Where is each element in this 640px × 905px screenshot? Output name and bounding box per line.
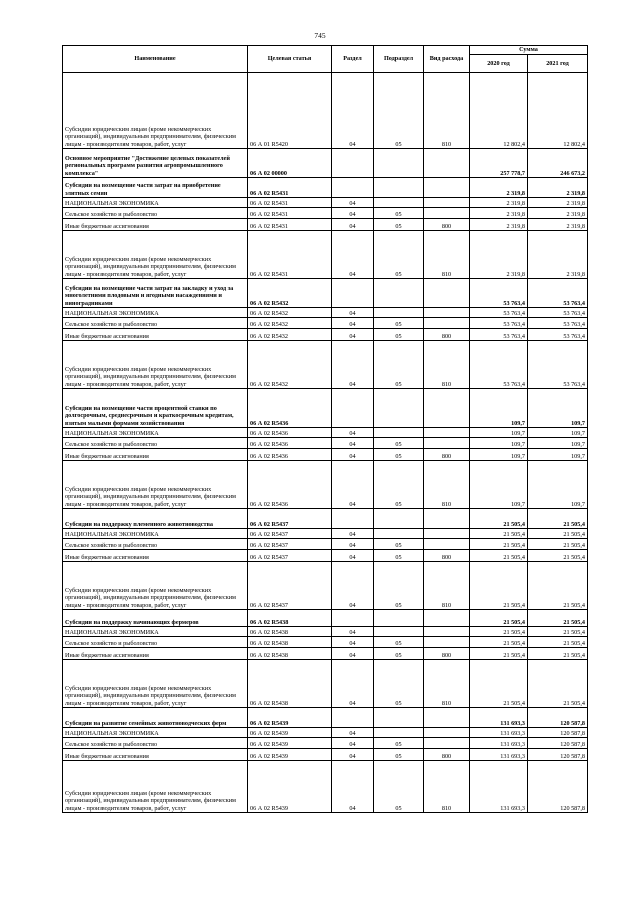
budget-table (62, 45, 588, 813)
row-subsection-cell: 05 (374, 219, 424, 231)
row-target-cell: 06 А 02 R5431 (248, 178, 332, 198)
table-row (63, 749, 588, 761)
table-header (63, 46, 588, 73)
row-value-2020-cell: 21 505,4 (470, 637, 528, 648)
row-name-cell: Иные бюджетные ассигнования (63, 749, 248, 761)
row-subsection-cell (374, 728, 424, 738)
table-row (63, 539, 588, 550)
row-value-2021-cell: 120 587,8 (528, 728, 588, 738)
table-row (63, 219, 588, 231)
row-expense-cell (424, 198, 470, 208)
row-section-cell: 04 (332, 539, 374, 550)
row-expense-cell: 810 (424, 231, 470, 279)
row-value-2021-cell: 21 505,4 (528, 550, 588, 562)
row-expense-cell: 800 (424, 449, 470, 461)
row-value-2021-cell: 246 673,2 (528, 149, 588, 178)
row-value-2020-cell: 12 802,4 (470, 73, 528, 149)
row-section-cell (332, 509, 374, 529)
row-section-cell: 04 (332, 660, 374, 708)
row-name-cell: Субсидии юридическим лицам (кроме некоммерческих организаций), индивидуальным предпринимателям, физическим лицам - производителям товаров, работ, услуг (63, 341, 248, 389)
row-name-cell: Иные бюджетные ассигнования (63, 550, 248, 562)
row-value-2020-cell: 2 319,8 (470, 231, 528, 279)
row-section-cell: 04 (332, 637, 374, 648)
row-target-cell: 06 А 02 R5436 (248, 461, 332, 509)
row-expense-cell: 800 (424, 329, 470, 341)
table-row (63, 509, 588, 529)
row-subsection-cell (374, 178, 424, 198)
row-target-cell: 06 А 01 R5420 (248, 73, 332, 149)
row-value-2021-cell: 120 587,8 (528, 761, 588, 813)
row-target-cell: 06 А 02 R5437 (248, 509, 332, 529)
row-name-cell: Сельское хозяйство и рыболовство (63, 738, 248, 749)
table-row (63, 449, 588, 461)
row-subsection-cell (374, 708, 424, 728)
row-value-2020-cell: 131 693,3 (470, 728, 528, 738)
row-section-cell: 04 (332, 449, 374, 461)
row-target-cell: 06 А 02 R5438 (248, 648, 332, 660)
table-row (63, 318, 588, 329)
row-section-cell: 04 (332, 318, 374, 329)
table-row (63, 178, 588, 198)
header-sum: Сумма (470, 46, 588, 55)
row-expense-cell (424, 389, 470, 428)
row-value-2021-cell: 21 505,4 (528, 637, 588, 648)
row-name-cell: Субсидии юридическим лицам (кроме некоммерческих организаций), индивидуальным предпринимателям, физическим лицам - производителям товаров, работ, услуг (63, 73, 248, 149)
row-name-cell: Субсидии юридическим лицам (кроме некоммерческих организаций), индивидуальным предпринимателям, физическим лицам - производителям товаров, работ, услуг (63, 660, 248, 708)
table-row (63, 550, 588, 562)
row-value-2021-cell: 120 587,8 (528, 749, 588, 761)
row-subsection-cell (374, 308, 424, 318)
row-target-cell: 06 А 02 R5439 (248, 738, 332, 749)
row-subsection-cell: 05 (374, 660, 424, 708)
row-target-cell: 06 А 02 R5438 (248, 637, 332, 648)
table-row (63, 208, 588, 219)
row-value-2021-cell: 21 505,4 (528, 648, 588, 660)
row-subsection-cell: 05 (374, 73, 424, 149)
row-name-cell: Субсидии на возмещение части затрат на приобретение элитных семян (63, 178, 248, 198)
row-value-2020-cell: 2 319,8 (470, 208, 528, 219)
row-value-2020-cell: 2 319,8 (470, 178, 528, 198)
row-value-2021-cell: 2 319,8 (528, 231, 588, 279)
row-expense-cell (424, 428, 470, 438)
header-section: Раздел (332, 46, 374, 73)
row-section-cell (332, 149, 374, 178)
row-expense-cell (424, 149, 470, 178)
row-expense-cell (424, 308, 470, 318)
row-subsection-cell: 05 (374, 231, 424, 279)
row-subsection-cell: 05 (374, 329, 424, 341)
table-row (63, 438, 588, 449)
row-subsection-cell: 05 (374, 539, 424, 550)
row-section-cell: 04 (332, 461, 374, 509)
row-subsection-cell: 05 (374, 318, 424, 329)
header-expense-type: Вид расхода (424, 46, 470, 73)
table-row (63, 308, 588, 318)
row-value-2021-cell: 109,7 (528, 449, 588, 461)
row-target-cell: 06 А 02 R5439 (248, 728, 332, 738)
row-target-cell: 06 А 02 R5436 (248, 438, 332, 449)
table-row (63, 149, 588, 178)
row-target-cell: 06 А 02 R5436 (248, 449, 332, 461)
table-row (63, 73, 588, 149)
row-name-cell: Сельское хозяйство и рыболовство (63, 318, 248, 329)
row-name-cell: НАЦИОНАЛЬНАЯ ЭКОНОМИКА (63, 627, 248, 637)
row-subsection-cell (374, 198, 424, 208)
table-row (63, 428, 588, 438)
row-expense-cell (424, 738, 470, 749)
row-expense-cell: 810 (424, 73, 470, 149)
row-value-2021-cell: 21 505,4 (528, 610, 588, 627)
row-expense-cell: 810 (424, 341, 470, 389)
row-name-cell: НАЦИОНАЛЬНАЯ ЭКОНОМИКА (63, 428, 248, 438)
row-section-cell: 04 (332, 73, 374, 149)
row-value-2021-cell: 2 319,8 (528, 208, 588, 219)
row-subsection-cell: 05 (374, 208, 424, 219)
row-subsection-cell: 05 (374, 749, 424, 761)
table-row (63, 389, 588, 428)
row-value-2021-cell: 109,7 (528, 461, 588, 509)
row-target-cell: 06 А 02 R5437 (248, 529, 332, 539)
row-subsection-cell: 05 (374, 761, 424, 813)
row-target-cell: 06 А 02 R5432 (248, 308, 332, 318)
row-value-2020-cell: 53 763,4 (470, 329, 528, 341)
row-section-cell: 04 (332, 428, 374, 438)
row-value-2020-cell: 21 505,4 (470, 660, 528, 708)
row-subsection-cell: 05 (374, 550, 424, 562)
row-value-2020-cell: 21 505,4 (470, 550, 528, 562)
row-name-cell: НАЦИОНАЛЬНАЯ ЭКОНОМИКА (63, 198, 248, 208)
row-expense-cell: 810 (424, 461, 470, 509)
row-value-2020-cell: 109,7 (470, 438, 528, 449)
row-section-cell: 04 (332, 208, 374, 219)
row-section-cell: 04 (332, 728, 374, 738)
row-value-2020-cell: 21 505,4 (470, 648, 528, 660)
row-value-2020-cell: 21 505,4 (470, 539, 528, 550)
row-value-2021-cell: 53 763,4 (528, 341, 588, 389)
row-expense-cell (424, 279, 470, 308)
row-name-cell: Иные бюджетные ассигнования (63, 329, 248, 341)
row-name-cell: Сельское хозяйство и рыболовство (63, 438, 248, 449)
row-value-2020-cell: 2 319,8 (470, 219, 528, 231)
row-section-cell: 04 (332, 198, 374, 208)
row-value-2021-cell: 53 763,4 (528, 329, 588, 341)
row-section-cell (332, 178, 374, 198)
table-row (63, 761, 588, 813)
table-row (63, 341, 588, 389)
row-expense-cell: 810 (424, 562, 470, 610)
row-value-2020-cell: 131 693,3 (470, 749, 528, 761)
row-value-2020-cell: 109,7 (470, 449, 528, 461)
row-value-2020-cell: 109,7 (470, 389, 528, 428)
row-section-cell: 04 (332, 761, 374, 813)
row-expense-cell: 800 (424, 550, 470, 562)
row-name-cell: Сельское хозяйство и рыболовство (63, 208, 248, 219)
row-value-2021-cell: 21 505,4 (528, 509, 588, 529)
row-subsection-cell: 05 (374, 738, 424, 749)
row-target-cell: 06 А 02 R5432 (248, 329, 332, 341)
row-subsection-cell (374, 529, 424, 539)
row-value-2021-cell: 21 505,4 (528, 660, 588, 708)
row-value-2021-cell: 109,7 (528, 428, 588, 438)
row-value-2021-cell: 2 319,8 (528, 219, 588, 231)
row-target-cell: 06 А 02 R5431 (248, 208, 332, 219)
row-subsection-cell (374, 509, 424, 529)
row-name-cell: Субсидии на поддержку племенного животноводства (63, 509, 248, 529)
row-expense-cell (424, 318, 470, 329)
row-target-cell: 06 А 02 R5439 (248, 761, 332, 813)
row-target-cell: 06 А 02 R5436 (248, 389, 332, 428)
row-section-cell: 04 (332, 648, 374, 660)
row-section-cell: 04 (332, 231, 374, 279)
row-section-cell: 04 (332, 308, 374, 318)
row-name-cell: Субсидии юридическим лицам (кроме некоммерческих организаций), индивидуальным предпринимателям, физическим лицам - производителям товаров, работ, услуг (63, 461, 248, 509)
row-target-cell: 06 А 02 R5432 (248, 341, 332, 389)
row-name-cell: Субсидии юридическим лицам (кроме некоммерческих организаций), индивидуальным предпринимателям, физическим лицам - производителям товаров, работ, услуг (63, 761, 248, 813)
row-subsection-cell (374, 149, 424, 178)
header-subsection: Подраздел (374, 46, 424, 73)
row-subsection-cell: 05 (374, 438, 424, 449)
row-value-2021-cell: 109,7 (528, 438, 588, 449)
row-name-cell: Субсидии на возмещение части процентной ставки по долгосрочным, среднесрочным и краткосрочным кредитам, взятым малыми формами хозяйствования (63, 389, 248, 428)
row-value-2020-cell: 21 505,4 (470, 627, 528, 637)
row-expense-cell (424, 637, 470, 648)
row-subsection-cell: 05 (374, 562, 424, 610)
row-section-cell: 04 (332, 329, 374, 341)
row-subsection-cell: 05 (374, 637, 424, 648)
row-value-2020-cell: 53 763,4 (470, 279, 528, 308)
row-subsection-cell (374, 279, 424, 308)
table-row (63, 461, 588, 509)
row-expense-cell (424, 627, 470, 637)
row-subsection-cell: 05 (374, 341, 424, 389)
row-target-cell: 06 А 02 R5436 (248, 428, 332, 438)
row-value-2021-cell: 21 505,4 (528, 539, 588, 550)
row-target-cell: 06 А 02 R5437 (248, 539, 332, 550)
row-name-cell: Сельское хозяйство и рыболовство (63, 539, 248, 550)
row-expense-cell (424, 539, 470, 550)
row-name-cell: Субсидии юридическим лицам (кроме некоммерческих организаций), индивидуальным предпринимателям, физическим лицам - производителям товаров, работ, услуг (63, 231, 248, 279)
row-value-2020-cell: 109,7 (470, 461, 528, 509)
row-value-2020-cell: 21 505,4 (470, 529, 528, 539)
row-value-2021-cell: 109,7 (528, 389, 588, 428)
row-target-cell: 06 А 02 R5431 (248, 231, 332, 279)
row-section-cell: 04 (332, 749, 374, 761)
row-value-2020-cell: 131 693,3 (470, 761, 528, 813)
row-target-cell: 06 А 02 R5438 (248, 627, 332, 637)
row-value-2020-cell: 109,7 (470, 428, 528, 438)
row-subsection-cell (374, 610, 424, 627)
row-expense-cell (424, 708, 470, 728)
row-subsection-cell: 05 (374, 648, 424, 660)
row-subsection-cell (374, 428, 424, 438)
row-expense-cell (424, 438, 470, 449)
row-value-2020-cell: 21 505,4 (470, 610, 528, 627)
row-value-2021-cell: 21 505,4 (528, 529, 588, 539)
header-year-2020: 2020 год (470, 55, 528, 73)
row-expense-cell: 800 (424, 648, 470, 660)
row-expense-cell (424, 728, 470, 738)
row-value-2020-cell: 53 763,4 (470, 318, 528, 329)
row-section-cell: 04 (332, 219, 374, 231)
table-row (63, 279, 588, 308)
row-value-2021-cell: 53 763,4 (528, 308, 588, 318)
row-section-cell (332, 389, 374, 428)
row-target-cell: 06 А 02 R5437 (248, 562, 332, 610)
row-name-cell: Субсидии на возмещение части затрат на закладку и уход за многолетними плодовыми и ягодными насаждениями и виноградниками (63, 279, 248, 308)
row-expense-cell (424, 529, 470, 539)
row-expense-cell: 800 (424, 749, 470, 761)
row-value-2021-cell: 2 319,8 (528, 198, 588, 208)
row-target-cell: 06 А 02 R5439 (248, 749, 332, 761)
table-row (63, 231, 588, 279)
row-subsection-cell (374, 389, 424, 428)
row-target-cell: 06 А 02 R5439 (248, 708, 332, 728)
table-body (63, 73, 588, 813)
row-name-cell: Субсидии юридическим лицам (кроме некоммерческих организаций), индивидуальным предпринимателям, физическим лицам - производителям товаров, работ, услуг (63, 562, 248, 610)
table-row (63, 610, 588, 627)
row-section-cell (332, 708, 374, 728)
row-target-cell: 06 А 02 R5431 (248, 219, 332, 231)
row-name-cell: Иные бюджетные ассигнования (63, 219, 248, 231)
row-value-2021-cell: 12 802,4 (528, 73, 588, 149)
table-row (63, 637, 588, 648)
row-expense-cell: 800 (424, 219, 470, 231)
header-target: Целевая статья (248, 46, 332, 73)
table-row (63, 529, 588, 539)
row-name-cell: Субсидии на поддержку начинающих фермеров (63, 610, 248, 627)
row-expense-cell (424, 178, 470, 198)
page-number: 745 (314, 31, 326, 40)
table-row (63, 738, 588, 749)
row-expense-cell: 810 (424, 660, 470, 708)
row-value-2020-cell: 131 693,3 (470, 738, 528, 749)
row-section-cell: 04 (332, 341, 374, 389)
row-section-cell (332, 279, 374, 308)
row-name-cell: Иные бюджетные ассигнования (63, 648, 248, 660)
row-target-cell: 06 А 02 R5432 (248, 318, 332, 329)
row-value-2020-cell: 53 763,4 (470, 341, 528, 389)
row-expense-cell (424, 610, 470, 627)
table-row (63, 627, 588, 637)
row-value-2020-cell: 21 505,4 (470, 562, 528, 610)
table-row (63, 198, 588, 208)
row-section-cell: 04 (332, 529, 374, 539)
row-value-2021-cell: 21 505,4 (528, 627, 588, 637)
row-name-cell: Иные бюджетные ассигнования (63, 449, 248, 461)
row-subsection-cell: 05 (374, 449, 424, 461)
row-value-2021-cell: 2 319,8 (528, 178, 588, 198)
row-target-cell: 06 А 02 R5437 (248, 550, 332, 562)
table-row (63, 562, 588, 610)
row-section-cell (332, 610, 374, 627)
row-section-cell: 04 (332, 627, 374, 637)
row-name-cell: НАЦИОНАЛЬНАЯ ЭКОНОМИКА (63, 529, 248, 539)
row-name-cell: Субсидии на развитие семейных животноводческих ферм (63, 708, 248, 728)
row-target-cell: 06 А 02 R5438 (248, 660, 332, 708)
row-target-cell: 06 А 02 R5438 (248, 610, 332, 627)
table-row (63, 728, 588, 738)
row-target-cell: 06 А 02 00000 (248, 149, 332, 178)
row-value-2020-cell: 53 763,4 (470, 308, 528, 318)
row-section-cell: 04 (332, 438, 374, 449)
row-subsection-cell (374, 627, 424, 637)
row-value-2021-cell: 53 763,4 (528, 279, 588, 308)
row-expense-cell (424, 509, 470, 529)
row-value-2021-cell: 120 587,8 (528, 708, 588, 728)
row-name-cell: Основное мероприятие "Достижение целевых показателей региональных программ развития агропромышленного комплекса" (63, 149, 248, 178)
table-row (63, 648, 588, 660)
row-section-cell: 04 (332, 738, 374, 749)
row-expense-cell: 810 (424, 761, 470, 813)
row-value-2021-cell: 21 505,4 (528, 562, 588, 610)
row-section-cell: 04 (332, 550, 374, 562)
row-value-2021-cell: 120 587,8 (528, 738, 588, 749)
row-expense-cell (424, 208, 470, 219)
row-name-cell: НАЦИОНАЛЬНАЯ ЭКОНОМИКА (63, 728, 248, 738)
table-row (63, 329, 588, 341)
row-target-cell: 06 А 02 R5431 (248, 198, 332, 208)
table-row (63, 708, 588, 728)
row-value-2021-cell: 53 763,4 (528, 318, 588, 329)
header-name: Наименование (63, 46, 248, 73)
row-name-cell: Сельское хозяйство и рыболовство (63, 637, 248, 648)
row-name-cell: НАЦИОНАЛЬНАЯ ЭКОНОМИКА (63, 308, 248, 318)
row-value-2020-cell: 257 778,7 (470, 149, 528, 178)
row-value-2020-cell: 131 693,3 (470, 708, 528, 728)
row-section-cell: 04 (332, 562, 374, 610)
row-target-cell: 06 А 02 R5432 (248, 279, 332, 308)
row-subsection-cell: 05 (374, 461, 424, 509)
table-row (63, 660, 588, 708)
row-value-2020-cell: 21 505,4 (470, 509, 528, 529)
header-year-2021: 2021 год (528, 55, 588, 73)
row-value-2020-cell: 2 319,8 (470, 198, 528, 208)
